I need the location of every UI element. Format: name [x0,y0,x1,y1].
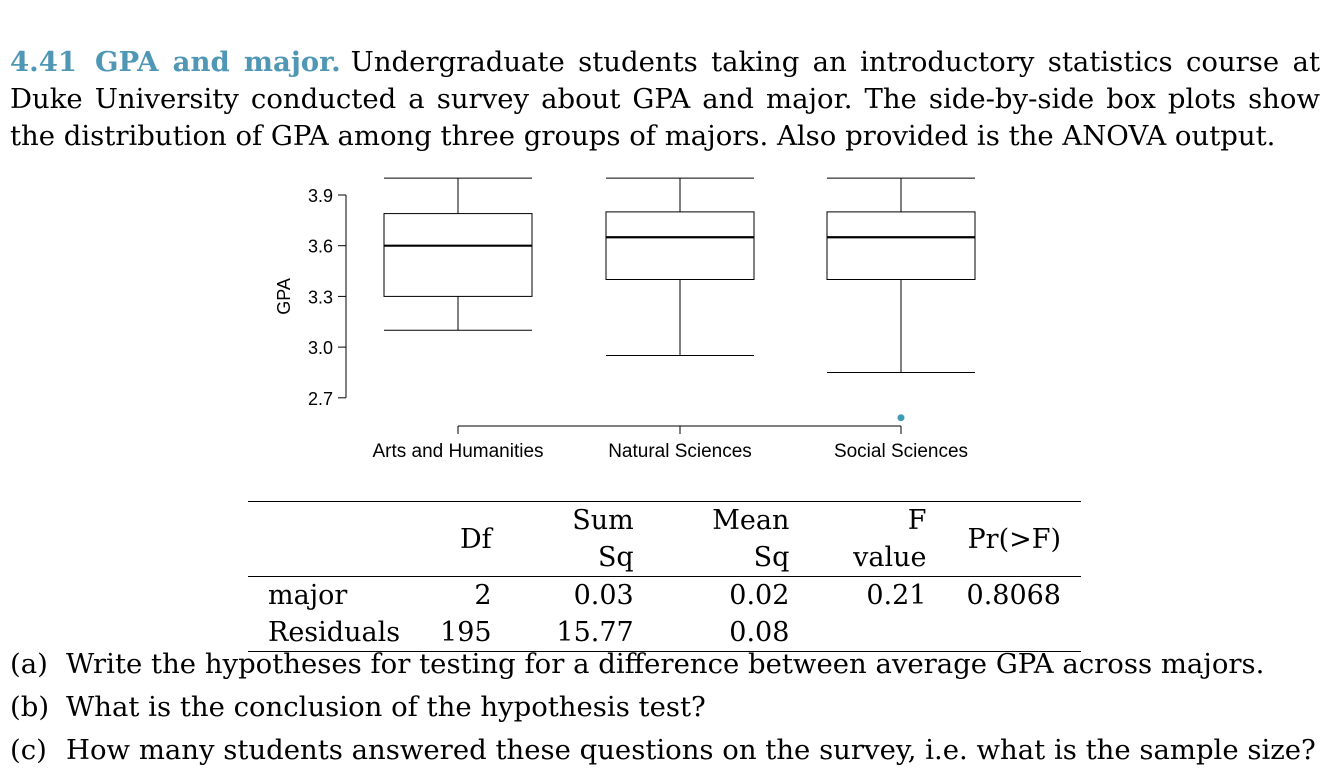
anova-cell: 0.21 [866,580,927,611]
anova-header: Mean Sq [712,505,790,573]
anova-row-label: Residuals [268,617,401,648]
question-label: (c) [10,734,47,766]
x-tick-label: Social Sciences [833,441,969,462]
list-item [10,643,1316,686]
anova-cell: 195 [440,617,492,648]
anova-header: Pr(>F) [967,523,1061,555]
outlier-point [898,414,905,421]
question-text: Write the hypotheses for testing for a difference between average GPA across majors. [66,648,1265,680]
anova-header-row [248,502,1081,577]
anova-header [248,502,420,577]
box-iqr [606,212,754,280]
table-row [248,577,1081,615]
anova-row-label: major [268,580,348,611]
box-iqr [827,212,975,280]
y-tick-label: 3.0 [307,338,333,359]
question-text: How many students answered these questions on the survey, i.e. what is the sample size? [66,734,1316,766]
anova-cell: 0.8068 [966,580,1061,611]
anova-cell: 0.03 [573,580,634,611]
y-tick-label: 3.9 [307,186,333,206]
exercise-title: GPA and major. [94,45,341,78]
anova-header: Sum Sq [572,505,634,573]
exercise-number: 4.41 [10,45,77,78]
box-iqr [384,214,532,297]
y-tick-label: 2.7 [307,388,333,409]
list-item [10,686,1316,729]
exercise-text: Undergraduate students taking an introductory statistics course at Duke University conducted a survey about GPA and major. The side-by-side box plots show the distribution of GPA among three groups of majors. Also provided is the ANOVA output. [10,45,1320,152]
y-tick-label: 3.3 [307,287,333,308]
y-axis-title: GPA [274,278,294,315]
question-label: (a) [10,648,48,680]
anova-table [248,501,1081,652]
question-list [10,643,1316,772]
y-tick-label: 3.6 [307,236,333,257]
exercise-intro [10,44,1320,155]
anova-header: Df [459,523,492,555]
anova-header: F value [853,505,927,573]
x-tick-label: Natural Sciences [608,441,752,462]
gpa-boxplot-chart [0,150,1100,470]
anova-cell: 0.08 [729,617,790,648]
list-item [10,729,1316,772]
anova-cell: 2 [474,580,492,611]
question-label: (b) [10,691,50,723]
anova-cell: 15.77 [556,617,634,648]
question-text: What is the conclusion of the hypothesis test? [66,691,706,723]
anova-cell: 0.02 [729,580,790,611]
x-tick-label: Arts and Humanities [372,441,544,462]
